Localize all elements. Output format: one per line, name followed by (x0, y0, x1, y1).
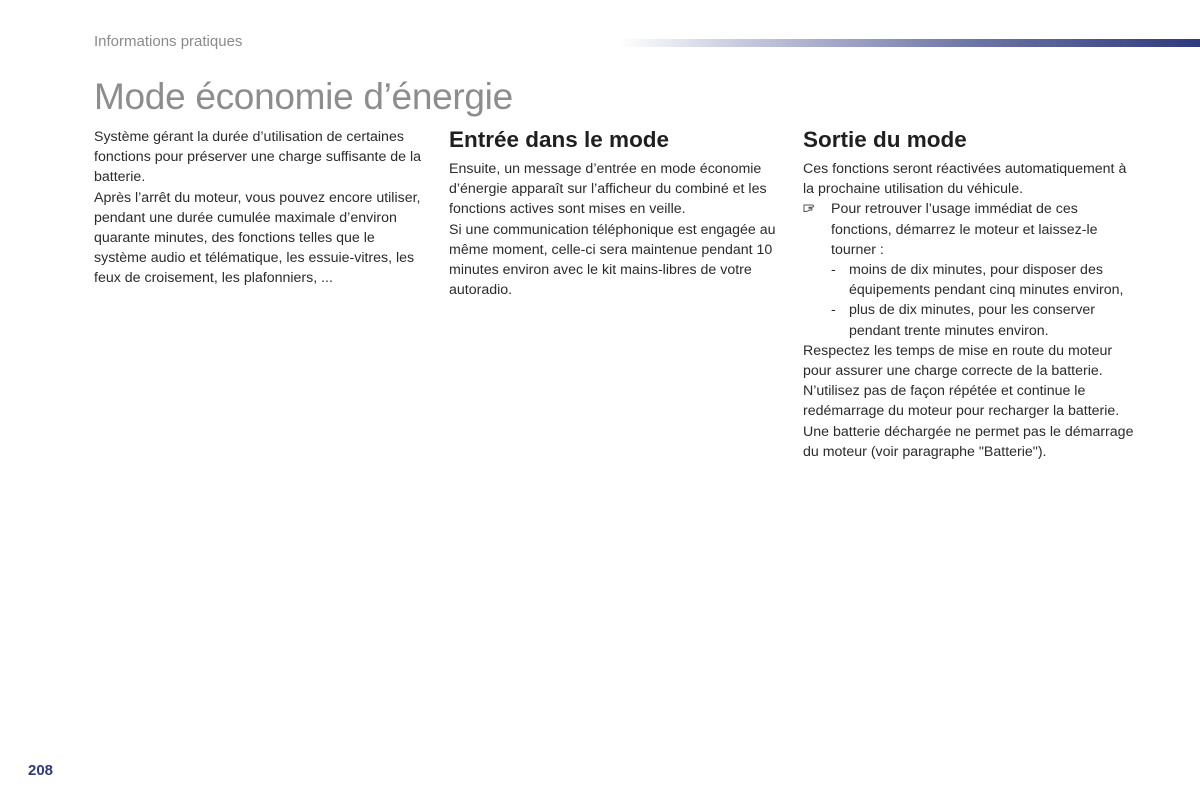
entry-paragraph: Si une communication téléphonique est engagée au même moment, celle-ci sera maintenue pendant 10 minutes environ avec le kit mains-libres de votre autoradio. (449, 221, 776, 299)
intro-paragraph: Système gérant la durée d’utilisation de certaines fonctions pour préserver une charge suffisante de la batterie. (94, 129, 422, 186)
intro-paragraph: Après l’arrêt du moteur, vous pouvez encore utiliser, pendant une durée cumulée maximale d’environ quarante minutes, des fonctions telles que le système audio et télématique, les essuie-vitres, les feux de croisement, les plafonniers, ... (94, 189, 421, 287)
entry-heading: Entrée dans le mode (449, 127, 670, 152)
entry-paragraph: Ensuite, un message d’entrée en mode économie d’énergie apparaît sur l’afficheur du combiné et les fonctions actives sont mises en veille. (449, 161, 767, 218)
exit-intro: Ces fonctions seront réactivées automatiquement à la prochaine utilisation du véhicule. (803, 161, 1127, 198)
intro-column (94, 127, 429, 289)
exit-paragraph: Une batterie déchargée ne permet pas le démarrage du moteur (voir paragraphe "Batterie"). (803, 423, 1134, 460)
page-title: Mode économie d’énergie (94, 76, 513, 117)
exit-paragraph: N’utilisez pas de façon répétée et continue le redémarrage du moteur pour recharger la batterie. (803, 383, 1120, 420)
pointing-hand-icon (803, 199, 831, 260)
entry-column (449, 127, 779, 300)
dash-marker: - (831, 302, 836, 319)
exit-paragraph: Respectez les temps de mise en route du moteur pour assurer une charge correcte de la batterie. (803, 342, 1113, 380)
page-number: 208 (28, 762, 54, 779)
section-label: Informations pratiques (94, 33, 243, 50)
dash-text: moins de dix minutes, pour disposer des équipements pendant cinq minutes environ, (849, 262, 1124, 299)
bullet-text: Pour retrouver l’usage immédiat de ces fonctions, démarrez le moteur et laissez-le tourner : (831, 201, 1098, 258)
exit-heading: Sortie du mode (803, 127, 967, 152)
exit-column (803, 127, 1138, 462)
dash-list-item (803, 260, 1138, 300)
exit-bullet (803, 199, 1138, 260)
dash-marker: - (831, 262, 836, 279)
dash-text: plus de dix minutes, pour les conserver pendant trente minutes environ. (849, 302, 1096, 339)
header-accent-bar (620, 39, 1200, 47)
dash-list-item (803, 300, 1138, 340)
